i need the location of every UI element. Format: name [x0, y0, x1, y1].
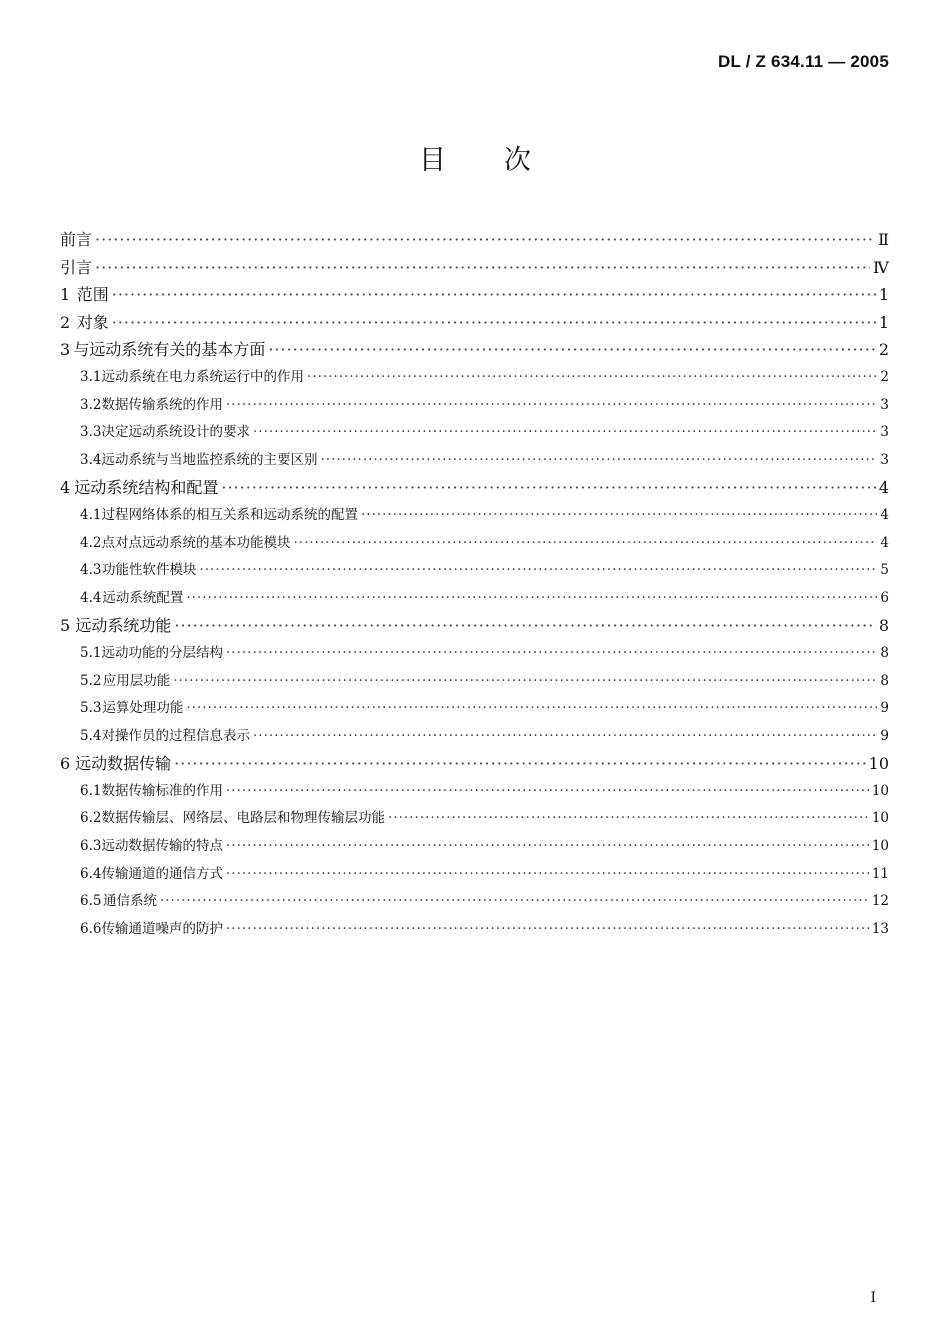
toc-dot-leader: [293, 530, 877, 558]
toc-entry-title: 远动系统配置: [102, 589, 184, 606]
toc-dot-leader: [95, 226, 875, 254]
toc-entry-title: 传输通道的通信方式: [101, 865, 223, 882]
toc-entry-title: 过程网络体系的相互关系和远动系统的配置: [101, 506, 358, 523]
toc-entry-page: 9: [880, 727, 889, 744]
toc-entry-title: 传输通道噪声的防护: [101, 920, 223, 937]
toc-entry-page: 10: [871, 782, 889, 799]
toc-entry[interactable]: [60, 281, 889, 309]
toc-dot-leader: [226, 640, 877, 668]
toc-dot-leader: [226, 392, 877, 420]
toc-entry[interactable]: [60, 585, 889, 613]
toc-entry[interactable]: [60, 419, 889, 447]
toc-entry-title: 远动数据传输的特点: [101, 838, 223, 855]
toc-entry[interactable]: [60, 668, 889, 696]
toc-dot-leader: [95, 254, 870, 282]
toc-dot-leader: [174, 612, 875, 640]
toc-entry[interactable]: [60, 309, 889, 337]
toc-entry-page: 3: [880, 396, 889, 413]
toc-dot-leader: [361, 502, 877, 530]
toc-entry-number: 6.5: [80, 893, 102, 910]
toc-entry[interactable]: [60, 502, 889, 530]
toc-entry-title: 数据传输层、网络层、电路层和物理传输层功能: [101, 810, 385, 827]
toc-entry-number: 4: [60, 478, 71, 498]
toc-entry-number: 5.2: [80, 672, 102, 689]
toc-entry-title: 数据传输系统的作用: [101, 396, 223, 413]
toc-entry-number: 6.6: [80, 920, 102, 937]
toc-entry-page: 8: [880, 672, 889, 689]
toc-dot-leader: [112, 281, 876, 309]
toc-dot-leader: [320, 447, 877, 475]
toc-entry-title: 功能性软件模块: [101, 562, 197, 579]
toc-entry-title: 对操作员的过程信息表示: [101, 727, 250, 744]
toc-entry-number: 5: [60, 616, 71, 636]
toc-entry-page: 5: [880, 562, 889, 579]
document-code: DL / Z 634.11 — 2005: [718, 52, 889, 71]
toc-entry[interactable]: [60, 916, 889, 944]
toc-entry-page: 13: [871, 920, 889, 937]
toc-dot-leader: [160, 888, 869, 916]
toc-entry-number: 3.4: [80, 451, 102, 468]
toc-dot-leader: [307, 364, 877, 392]
toc-entry-number: 3.1: [80, 368, 102, 385]
toc-entry-title: 对象: [76, 312, 109, 332]
toc-dot-leader: [388, 805, 869, 833]
toc-entry-page: 3: [880, 451, 889, 468]
toc-dot-leader: [186, 585, 877, 613]
toc-dot-leader: [199, 557, 877, 585]
toc-entry-title: 远动功能的分层结构: [101, 644, 223, 661]
toc-entry-page: 12: [871, 893, 889, 910]
toc-entry-number: 6.2: [80, 810, 102, 827]
toc-entry-number: 6.1: [80, 782, 102, 799]
page-number: I: [870, 1290, 876, 1306]
toc-dot-leader: [173, 668, 877, 696]
toc-entry-number: 3.2: [80, 396, 102, 413]
toc-entry-number: 5.3: [80, 700, 102, 717]
toc-dot-leader: [226, 916, 869, 944]
toc-entry-page: 10: [868, 754, 889, 774]
toc-entry-number: 4.2: [80, 534, 102, 551]
toc-entry-number: 5.4: [80, 727, 102, 744]
toc-dot-leader: [226, 833, 869, 861]
toc-entry-page: 6: [880, 589, 889, 606]
toc-entry[interactable]: [60, 474, 889, 502]
toc-entry-page: 8: [878, 616, 889, 636]
toc-entry-number: 3: [60, 340, 71, 360]
toc-entry-title: 远动系统结构和配置: [74, 478, 219, 498]
toc-entry-title: 远动系统在电力系统运行中的作用: [101, 368, 304, 385]
toc-entry-number: 1: [60, 285, 71, 305]
toc-entry-number: 3.3: [80, 424, 102, 441]
toc-dot-leader: [253, 723, 877, 751]
toc-entry-page: 2: [880, 368, 889, 385]
toc-entry-page: 10: [871, 838, 889, 855]
toc-entry[interactable]: [60, 750, 889, 778]
toc-entry[interactable]: [60, 723, 889, 751]
toc-entry[interactable]: [60, 778, 889, 806]
toc-entry[interactable]: [60, 805, 889, 833]
toc-entry-number: 4.4: [80, 589, 102, 606]
toc-entry-title: 与远动系统有关的基本方面: [73, 340, 266, 360]
toc-entry-page: Ⅳ: [873, 257, 889, 277]
toc-dot-leader: [226, 861, 869, 889]
toc-entry[interactable]: [60, 226, 889, 254]
toc-entry-number: 6.4: [80, 865, 102, 882]
toc-entry[interactable]: [60, 861, 889, 889]
table-of-contents: [60, 226, 889, 943]
toc-entry-title: 远动系统功能: [75, 616, 172, 636]
toc-dot-leader: [186, 695, 877, 723]
toc-entry-page: 9: [880, 700, 889, 717]
toc-dot-leader: [253, 419, 877, 447]
toc-entry[interactable]: [60, 364, 889, 392]
toc-entry-number: 6: [60, 754, 71, 774]
toc-entry-title: 远动数据传输: [75, 754, 172, 774]
toc-entry-page: 8: [880, 644, 889, 661]
toc-entry[interactable]: [60, 833, 889, 861]
toc-entry[interactable]: [60, 336, 889, 364]
toc-entry[interactable]: [60, 612, 889, 640]
toc-entry-title: 应用层功能: [102, 672, 171, 689]
toc-entry-title: 点对点远动系统的基本功能模块: [101, 534, 291, 551]
toc-entry-page: 4: [880, 534, 889, 551]
toc-entry-number: 2: [60, 312, 71, 332]
toc-entry[interactable]: [60, 640, 889, 668]
toc-entry-title: 运算处理功能: [102, 700, 184, 717]
toc-entry-page: Ⅱ: [878, 230, 889, 249]
toc-entry[interactable]: [60, 254, 889, 282]
toc-entry[interactable]: [60, 888, 889, 916]
toc-entry-page: 3: [880, 424, 889, 441]
toc-entry-page: 1: [878, 312, 889, 332]
toc-entry[interactable]: [60, 530, 889, 558]
toc-entry-title: 远动系统与当地监控系统的主要区别: [101, 451, 318, 468]
toc-entry-title: 范围: [76, 285, 109, 305]
toc-entry-title: 通信系统: [102, 893, 157, 910]
toc-dot-leader: [221, 474, 875, 502]
toc-entry[interactable]: [60, 392, 889, 420]
toc-dot-leader: [174, 750, 865, 778]
toc-entry-title: 决定远动系统设计的要求: [101, 424, 250, 441]
toc-entry-page: 4: [880, 506, 889, 523]
toc-entry-number: 4.3: [80, 562, 102, 579]
toc-entry-number: 6.3: [80, 838, 102, 855]
toc-entry-page: 2: [878, 340, 889, 360]
page-title: 目次: [419, 145, 589, 176]
toc-dot-leader: [268, 336, 875, 364]
toc-entry-title: 数据传输标准的作用: [101, 782, 223, 799]
toc-entry-number: 4.1: [80, 506, 102, 523]
toc-entry-title: 引言: [60, 257, 93, 277]
toc-entry-page: 4: [878, 478, 889, 498]
toc-entry-page: 1: [878, 285, 889, 305]
toc-entry-number: 5.1: [80, 644, 102, 661]
toc-dot-leader: [112, 309, 876, 337]
toc-entry[interactable]: [60, 695, 889, 723]
toc-entry[interactable]: [60, 557, 889, 585]
toc-entry-title: 前言: [60, 230, 93, 249]
toc-entry-page: 10: [871, 810, 889, 827]
toc-entry[interactable]: [60, 447, 889, 475]
toc-entry-page: 11: [871, 865, 889, 882]
toc-dot-leader: [226, 778, 869, 806]
